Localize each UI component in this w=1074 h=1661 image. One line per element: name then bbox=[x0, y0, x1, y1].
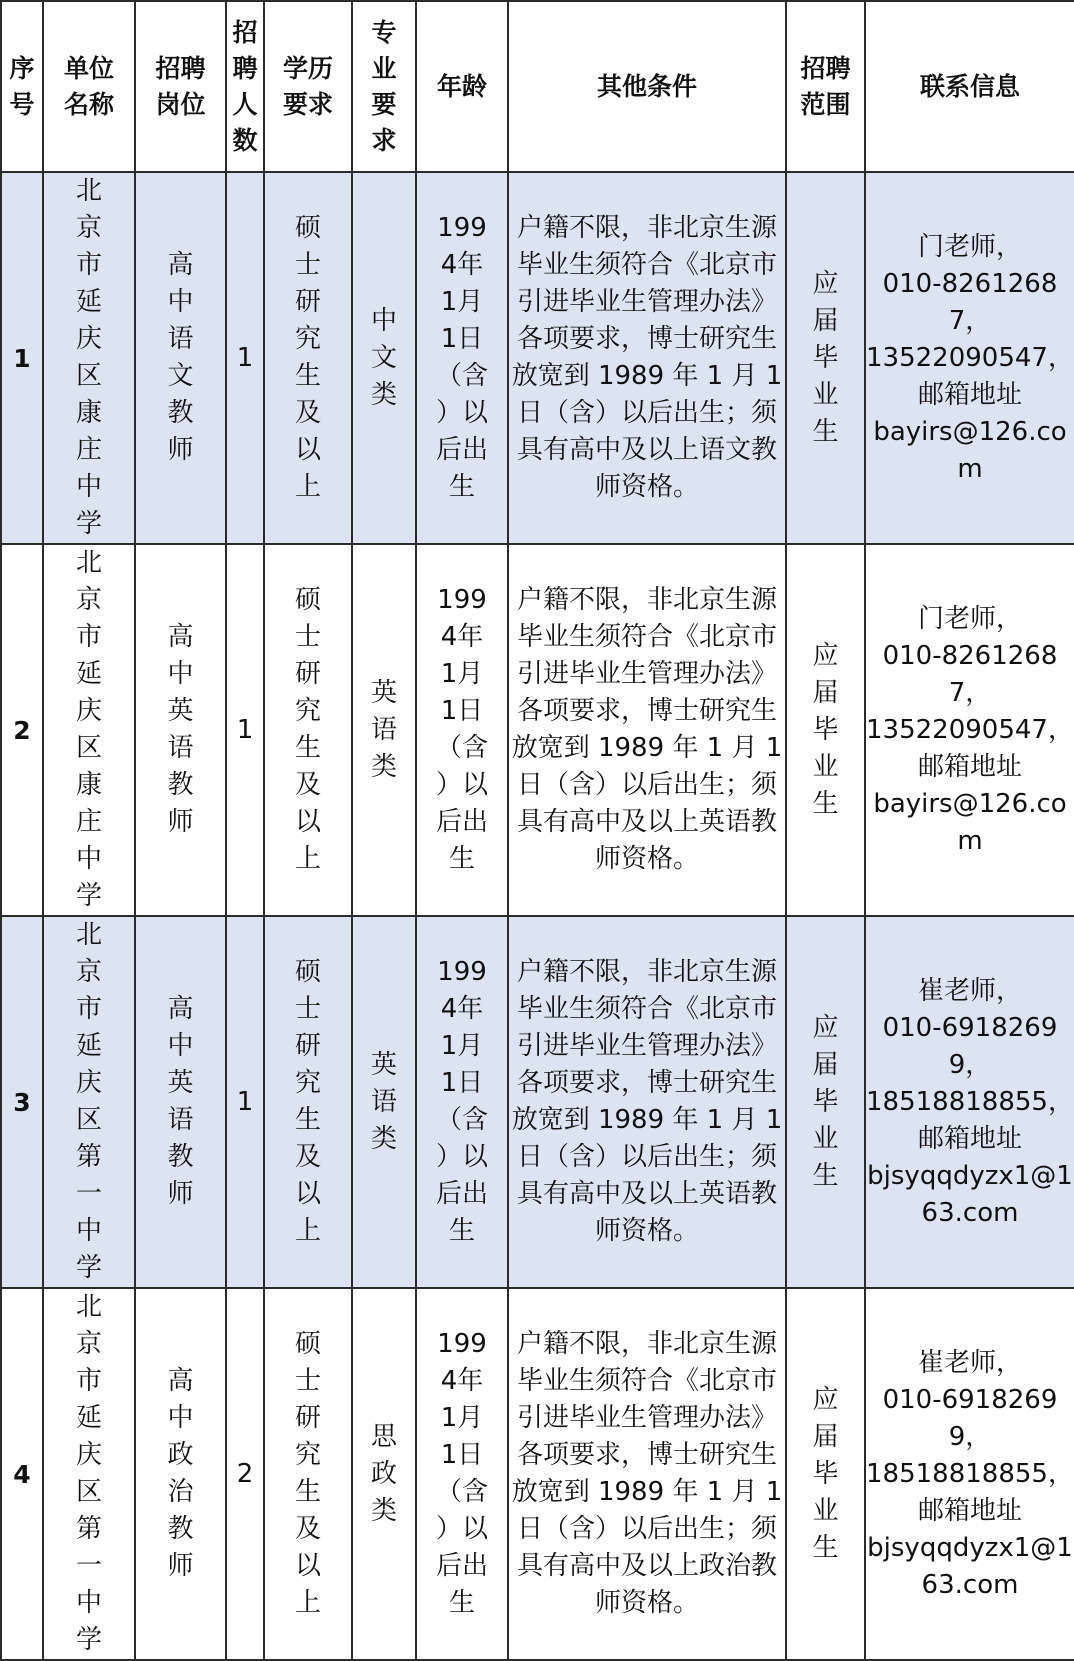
cell-unit: 北京市延庆区康庄中学 bbox=[43, 544, 135, 916]
contact-mobile: 18518818855， bbox=[866, 1086, 1074, 1117]
cell-other-conditions: 户籍不限，非北京生源毕业生须符合《北京市引进毕业生管理办法》各项要求，博士研究生放宽到 1989 年 1 月 1 日（含）以后出生；须具有高中及以上英语教师资格。 bbox=[508, 544, 786, 916]
cell-contact bbox=[865, 1288, 1074, 1660]
cell-other-conditions: 户籍不限，非北京生源毕业生须符合《北京市引进毕业生管理办法》各项要求，博士研究生放宽到 1989 年 1 月 1 日（含）以后出生；须具有高中及以上语文教师资格。 bbox=[508, 172, 786, 544]
cell-unit: 北京市延庆区第一中学 bbox=[43, 916, 135, 1288]
cell-age: 1994年1月1日（含）以后出生 bbox=[416, 172, 508, 544]
contact-phone: 010-82612687， bbox=[882, 640, 1058, 708]
table-row bbox=[1, 1288, 1074, 1660]
cell-age: 1994年1月1日（含）以后出生 bbox=[416, 916, 508, 1288]
cell-age: 1994年1月1日（含）以后出生 bbox=[416, 1288, 508, 1660]
cell-age: 1994年1月1日（含）以后出生 bbox=[416, 544, 508, 916]
cell-other-conditions: 户籍不限，非北京生源毕业生须符合《北京市引进毕业生管理办法》各项要求，博士研究生放宽到 1989 年 1 月 1 日（含）以后出生；须具有高中及以上英语教师资格。 bbox=[508, 916, 786, 1288]
cell-seq: 4 bbox=[1, 1288, 43, 1660]
contact-email: bayirs@126.com bbox=[873, 416, 1067, 484]
cell-scope: 应届毕业生 bbox=[786, 544, 865, 916]
contact-phone: 010-82612687， bbox=[882, 268, 1058, 336]
cell-post: 高中英语教师 bbox=[135, 544, 226, 916]
cell-scope: 应届毕业生 bbox=[786, 172, 865, 544]
cell-education: 硕士研究生及以上 bbox=[264, 916, 352, 1288]
table-body bbox=[1, 172, 1074, 1660]
contact-phone: 010-69182699， bbox=[882, 1384, 1058, 1452]
contact-mobile: 13522090547， bbox=[866, 714, 1074, 745]
cell-seq: 1 bbox=[1, 172, 43, 544]
contact-email-label: 邮箱地址 bbox=[917, 751, 1022, 782]
header-post: 招聘岗位 bbox=[135, 1, 226, 172]
contact-name: 崔老师， bbox=[917, 1347, 1022, 1378]
header-major: 专业要求 bbox=[352, 1, 416, 172]
cell-seq: 3 bbox=[1, 916, 43, 1288]
cell-scope: 应届毕业生 bbox=[786, 1288, 865, 1660]
cell-post: 高中语文教师 bbox=[135, 172, 226, 544]
header-other: 其他条件 bbox=[508, 1, 786, 172]
contact-mobile: 13522090547， bbox=[866, 342, 1074, 373]
cell-major: 中文类 bbox=[352, 172, 416, 544]
contact-email: bayirs@126.com bbox=[873, 788, 1067, 856]
table-row bbox=[1, 544, 1074, 916]
table-row bbox=[1, 172, 1074, 544]
cell-contact bbox=[865, 544, 1074, 916]
cell-major: 英语类 bbox=[352, 916, 416, 1288]
cell-contact bbox=[865, 172, 1074, 544]
header-seq: 序号 bbox=[1, 1, 43, 172]
header-row bbox=[1, 1, 1074, 172]
table-row bbox=[1, 916, 1074, 1288]
contact-email-label: 邮箱地址 bbox=[917, 379, 1022, 410]
cell-education: 硕士研究生及以上 bbox=[264, 544, 352, 916]
contact-name: 门老师， bbox=[917, 231, 1022, 262]
cell-post: 高中政治教师 bbox=[135, 1288, 226, 1660]
header-contact: 联系信息 bbox=[865, 1, 1074, 172]
cell-major: 英语类 bbox=[352, 544, 416, 916]
cell-post: 高中英语教师 bbox=[135, 916, 226, 1288]
contact-email: bjsyqqdyzx1@163.com bbox=[867, 1160, 1073, 1228]
cell-count: 2 bbox=[226, 1288, 264, 1660]
header-count: 招聘人数 bbox=[226, 1, 264, 172]
table-header bbox=[1, 1, 1074, 172]
header-unit: 单位名称 bbox=[43, 1, 135, 172]
cell-seq: 2 bbox=[1, 544, 43, 916]
cell-count: 1 bbox=[226, 916, 264, 1288]
cell-count: 1 bbox=[226, 544, 264, 916]
cell-scope: 应届毕业生 bbox=[786, 916, 865, 1288]
contact-email-label: 邮箱地址 bbox=[917, 1495, 1022, 1526]
cell-education: 硕士研究生及以上 bbox=[264, 1288, 352, 1660]
cell-unit: 北京市延庆区康庄中学 bbox=[43, 172, 135, 544]
contact-name: 崔老师， bbox=[917, 975, 1022, 1006]
header-age: 年龄 bbox=[416, 1, 508, 172]
header-education: 学历要求 bbox=[264, 1, 352, 172]
contact-email: bjsyqqdyzx1@163.com bbox=[867, 1532, 1073, 1600]
cell-contact bbox=[865, 916, 1074, 1288]
cell-other-conditions: 户籍不限，非北京生源毕业生须符合《北京市引进毕业生管理办法》各项要求，博士研究生放宽到 1989 年 1 月 1 日（含）以后出生；须具有高中及以上政治教师资格。 bbox=[508, 1288, 786, 1660]
contact-email-label: 邮箱地址 bbox=[917, 1123, 1022, 1154]
contact-mobile: 18518818855， bbox=[866, 1458, 1074, 1489]
cell-count: 1 bbox=[226, 172, 264, 544]
cell-major: 思政类 bbox=[352, 1288, 416, 1660]
contact-name: 门老师， bbox=[917, 603, 1022, 634]
cell-unit: 北京市延庆区第一中学 bbox=[43, 1288, 135, 1660]
contact-phone: 010-69182699， bbox=[882, 1012, 1058, 1080]
cell-education: 硕士研究生及以上 bbox=[264, 172, 352, 544]
header-scope: 招聘范围 bbox=[786, 1, 865, 172]
